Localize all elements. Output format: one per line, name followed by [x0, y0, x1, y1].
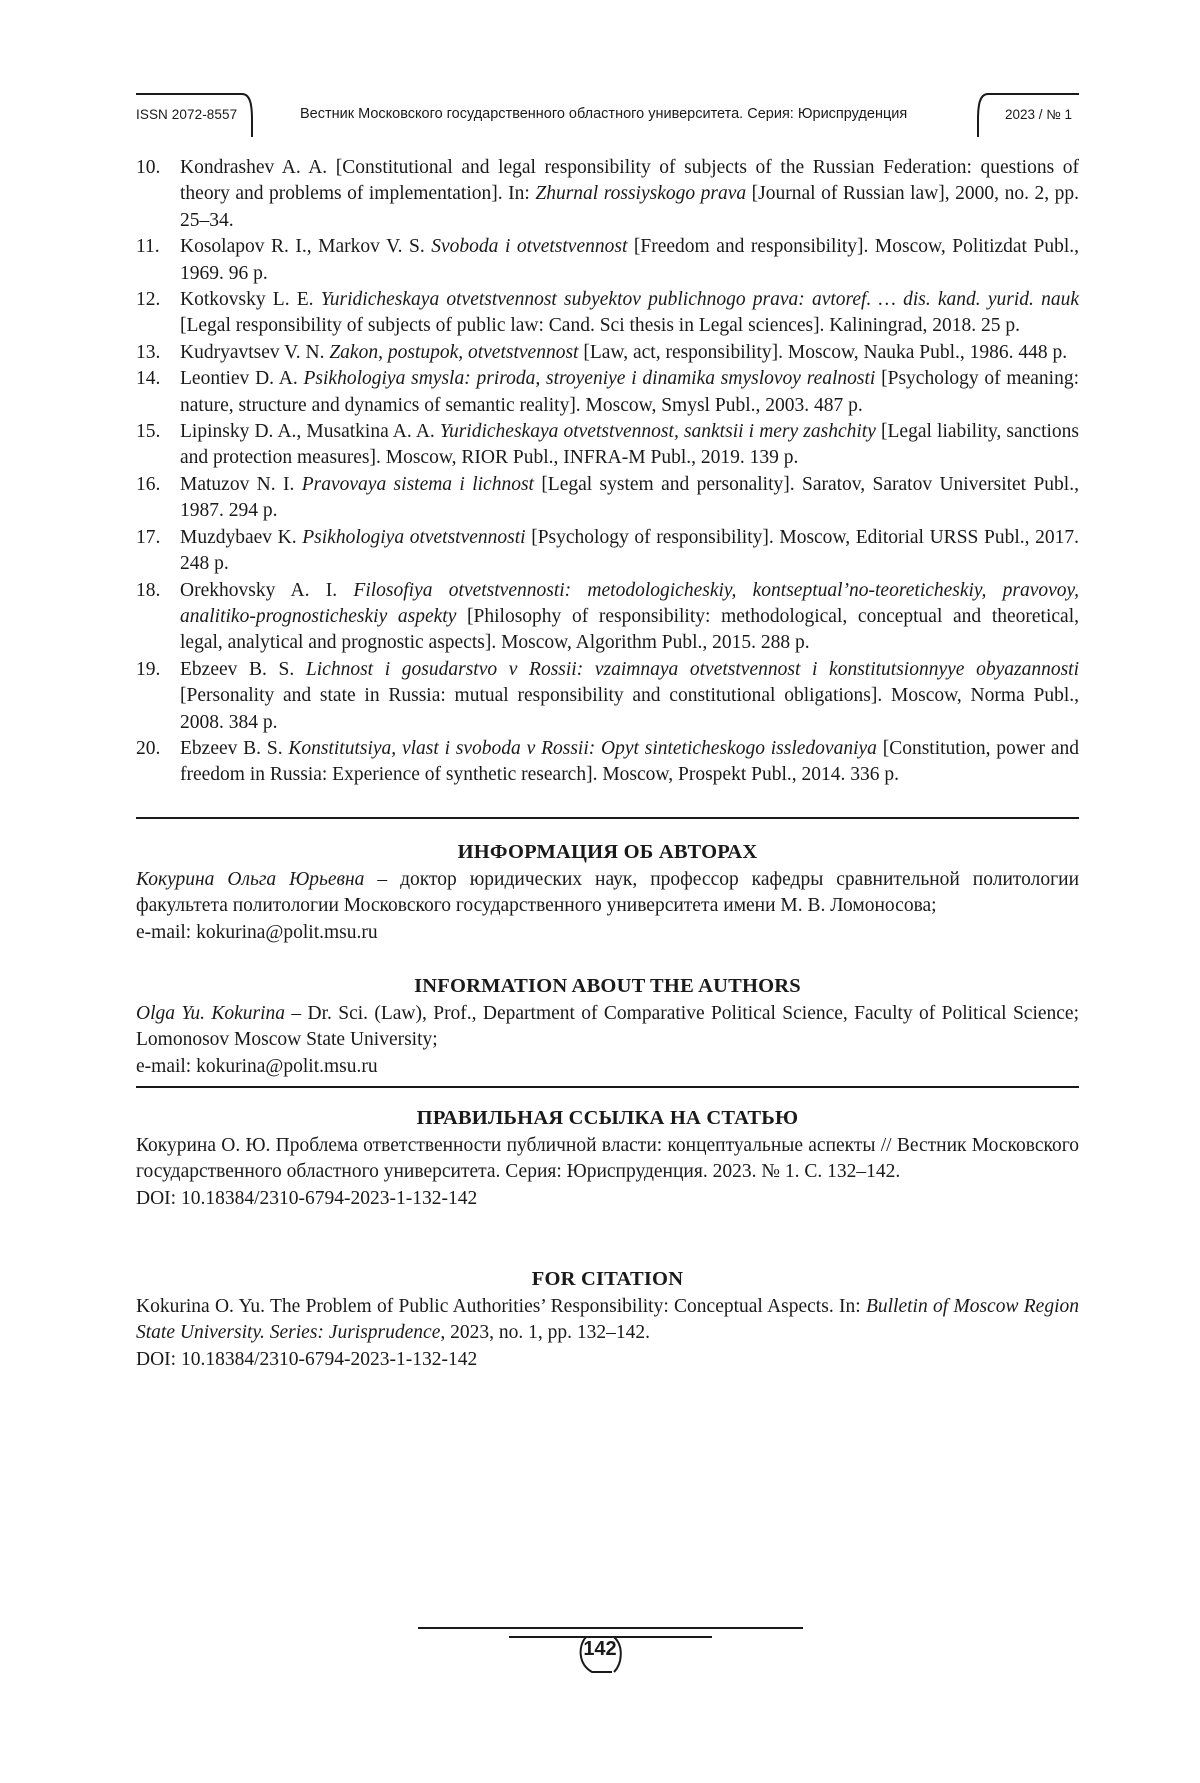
author-name: Кокурина Ольга Юрьевна	[136, 869, 365, 890]
reference-text: [Legal responsibility of subjects of public law: Cand. Sci thesis in Legal sciences]. Kaliningrad, 2018. 25 p.	[180, 315, 1020, 337]
reference-text: Matuzov N. I.	[180, 473, 302, 495]
reference-number: 15.	[136, 421, 161, 443]
section-divider	[136, 817, 1079, 819]
page-number: 142	[583, 1638, 617, 1660]
reference-number: 17.	[136, 526, 161, 548]
reference-text: [Psychology of meaning: nature, structure and dynamics of semantic reality]. Moscow, Smysl Publ., 2003. 487 p.	[180, 368, 1079, 416]
reference-text: Orekhovsky A. I.	[180, 579, 354, 601]
reference-text: [Law, act, responsibility]. Moscow, Nauka Publ., 1986. 448 p.	[578, 341, 1068, 363]
reference-number: 16.	[136, 473, 161, 495]
citation-doi: DOI: 10.18384/2310-6794-2023-1-132-142	[136, 1348, 478, 1370]
reference-item	[136, 419, 1079, 472]
reference-text: Ebzeev B. S.	[180, 737, 289, 759]
reference-number: 19.	[136, 658, 161, 680]
reference-text: Kondrashev A. A. [Constitutional and legal responsibility of subjects of the Russian Federation: questions of theory and problems of implementation]. In:	[180, 157, 1079, 205]
reference-text: [Legal liability, sanctions and protection measures]. Moscow, RIOR Publ., INFRA-M Publ., 2019. 139 p.	[180, 421, 1079, 469]
reference-number: 11.	[136, 236, 160, 258]
section-heading: FOR CITATION	[531, 1268, 684, 1290]
author-description	[136, 867, 1079, 920]
section-heading: ИНФОРМАЦИЯ ОБ АВТОРАХ	[457, 841, 758, 863]
reference-number: 13.	[136, 341, 161, 363]
author-email: e-mail: kokurina@polit.msu.ru	[136, 1055, 378, 1077]
reference-text: [Constitution, power and freedom in Russia: Experience of synthetic research]. Moscow, Prospekt Publ., 2014. 336 p.	[180, 737, 1079, 786]
citation-en	[136, 1265, 1079, 1373]
section-divider	[136, 1086, 1079, 1088]
authors-info-ru	[136, 838, 1079, 946]
reference-title: Yuridicheskaya otvetstvennost subyektov publichnogo prava: avtoref. … dis. kand. yurid. nauk	[320, 289, 1079, 311]
reference-title: Filosofiya otvetstvennosti: metodologicheskiy, kontseptual’no-teoreticheskiy, pravovoy, analitiko-prognosticheskiy aspekty	[180, 579, 1080, 627]
reference-text: [Freedom and responsibility]. Moscow, Politizdat Publ., 1969. 96 p.	[180, 236, 1079, 284]
citation-prefix: Kokurina O. Yu. The Problem of Public Authorities’ Responsibility: Conceptual Aspects. In:	[136, 1296, 866, 1317]
reference-item	[136, 234, 1079, 287]
journal-name: Bulletin of Moscow Region State University. Series: Jurisprudence	[136, 1296, 1079, 1344]
citation-doi: DOI: 10.18384/2310-6794-2023-1-132-142	[136, 1187, 478, 1209]
reference-item	[136, 736, 1079, 789]
reference-title: Psikhologiya smysla: priroda, stroyeniye i dinamika smyslovoy realnosti	[303, 368, 876, 390]
reference-title: Psikhologiya otvetstvennosti	[302, 526, 526, 548]
reference-item	[136, 578, 1079, 657]
authors-info-en	[136, 972, 1079, 1080]
author-affiliation: – Dr. Sci. (Law), Prof., Department of Comparative Political Science, Faculty of Political Science; Lomonosov Moscow State University;	[136, 1003, 1079, 1051]
reference-list	[136, 155, 1079, 789]
section-heading: ПРАВИЛЬНАЯ ССЫЛКА НА СТАТЬЮ	[416, 1107, 799, 1129]
reference-title: Lichnost i gosudarstvo v Rossii: vzaimnaya otvetstvennost i konstitutsionnyye obyazannosti	[305, 658, 1080, 680]
reference-number: 10.	[136, 157, 161, 178]
reference-item	[136, 525, 1079, 578]
reference-text: [Journal of Russian law], 2000, no. 2, pp. 25–34.	[180, 183, 1079, 231]
reference-title: Konstitutsiya, vlast i svoboda v Rossii: Opyt sinteticheskogo issledovaniya	[288, 737, 877, 759]
issn-label: ISSN 2072-8557	[136, 107, 238, 122]
reference-text: Lipinsky D. A., Musatkina A. A.	[180, 421, 440, 443]
reference-item	[136, 287, 1079, 340]
reference-item	[136, 366, 1079, 419]
header-frame-lines	[0, 0, 1200, 150]
citation-text: Кокурина О. Ю. Проблема ответственности публичной власти: концептуальные аспекты // Вестник Московского государственного областного университета. Серия: Юриспруденция. 2023. № 1. С. 132–142.	[136, 1135, 1079, 1183]
reference-text: [Philosophy of responsibility: methodological, conceptual and theoretical, legal, analytical and prognostic aspects]. Moscow, Algorithm Publ., 2015. 288 p.	[180, 605, 1079, 654]
reference-text: Kosolapov R. I., Markov V. S.	[180, 236, 432, 258]
reference-title: Yuridicheskaya otvetstvennost, sanktsii i mery zashchity	[439, 421, 876, 443]
reference-text: Ebzeev B. S.	[180, 658, 306, 680]
author-description	[136, 1001, 1079, 1054]
reference-title: Pravovaya sistema i lichnost	[301, 473, 534, 495]
reference-title: Svoboda i otvetstvennost	[431, 236, 628, 258]
reference-text: Kudryavtsev V. N.	[180, 341, 330, 363]
reference-item	[136, 657, 1079, 736]
reference-item	[136, 472, 1079, 525]
section-heading: INFORMATION ABOUT THE AUTHORS	[414, 975, 801, 997]
reference-number: 18.	[136, 579, 161, 601]
journal-title: Вестник Московского государственного областного университета. Серия: Юриспруденция	[300, 106, 908, 122]
citation-ru	[136, 1104, 1079, 1212]
reference-text: [Personality and state in Russia: mutual responsibility and constitutional obligations]. Moscow, Norma Publ., 2008. 384 p.	[180, 685, 1079, 733]
reference-number: 20.	[136, 737, 161, 759]
reference-text: Kotkovsky L. E.	[180, 289, 321, 311]
author-email: e-mail: kokurina@polit.msu.ru	[136, 921, 378, 943]
reference-text: Muzdybaev K.	[180, 526, 303, 548]
reference-text: [Psychology of responsibility]. Moscow, Editorial URSS Publ., 2017. 248 p.	[180, 526, 1080, 575]
reference-text: [Legal system and personality]. Saratov, Saratov Universitet Publ., 1987. 294 p.	[180, 473, 1079, 522]
reference-item	[136, 155, 1079, 234]
reference-title: Zakon, postupok, otvetstvennost	[329, 341, 579, 363]
running-header	[0, 0, 1200, 150]
reference-number: 14.	[136, 368, 161, 390]
citation-text	[136, 1294, 1079, 1347]
citation-suffix: , 2023, no. 1, pp. 132–142.	[440, 1322, 650, 1344]
reference-item	[136, 340, 1079, 366]
issue-label: 2023 / № 1	[1005, 107, 1073, 122]
reference-text: Leontiev D. A.	[180, 368, 304, 390]
author-affiliation: – доктор юридических наук, профессор кафедры сравнительной политологии факультета политологии Московского государственного университета имени М. В. Ломоносова;	[136, 869, 1079, 917]
reference-title: Zhurnal rossiyskogo prava	[535, 183, 747, 205]
author-name: Olga Yu. Kokurina	[136, 1003, 286, 1024]
reference-number: 12.	[136, 289, 161, 311]
